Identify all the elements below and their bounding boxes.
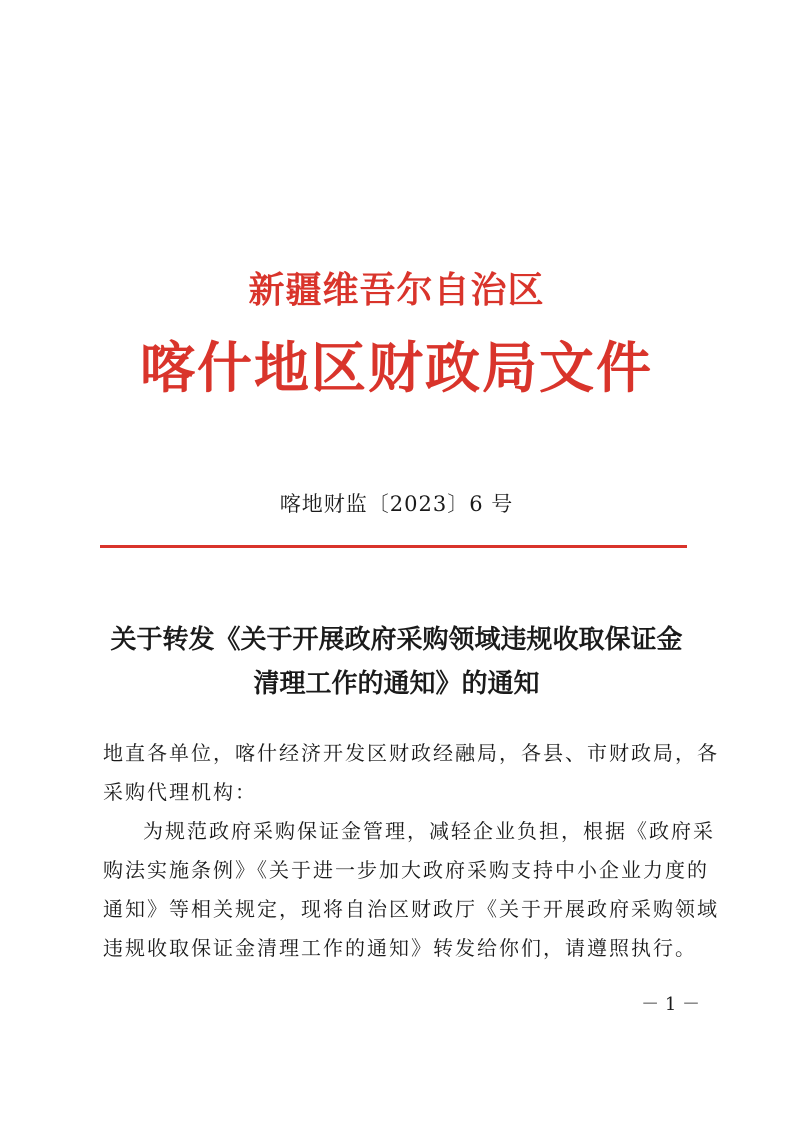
document-title: [90, 618, 703, 706]
salutation-line-1: 地直各单位，喀什经济开发区财政经融局，各县、市财政局，各: [103, 741, 719, 765]
body-line-3: 通知》等相关规定，现将自治区财政厅《关于开展政府采购领域: [103, 897, 719, 921]
salutation: [103, 734, 719, 812]
body-line-2: 购法实施条例》《关于进一步加大政府采购支持中小企业力度的: [103, 858, 709, 882]
body-paragraph: [103, 812, 719, 968]
issuer-region: 新疆维吾尔自治区: [248, 269, 545, 311]
body-line-1: 为规范政府采购保证金管理，减轻企业负担，根据《政府采: [143, 819, 715, 843]
body-line-4: 违规收取保证金清理工作的通知》转发给你们，请遵照执行。: [103, 936, 697, 960]
page-number: － 1 －: [641, 994, 700, 1015]
document-number: 喀地财监〔2023〕6 号: [279, 492, 514, 516]
issuer-name: 喀什地区财政局文件: [139, 335, 653, 400]
title-line-2: 清理工作的通知》的通知: [253, 669, 540, 699]
title-line-1: 关于转发《关于开展政府采购领域违规收取保证金: [110, 625, 683, 655]
red-divider: [100, 545, 687, 548]
salutation-line-2: 采购代理机构：: [103, 780, 257, 804]
